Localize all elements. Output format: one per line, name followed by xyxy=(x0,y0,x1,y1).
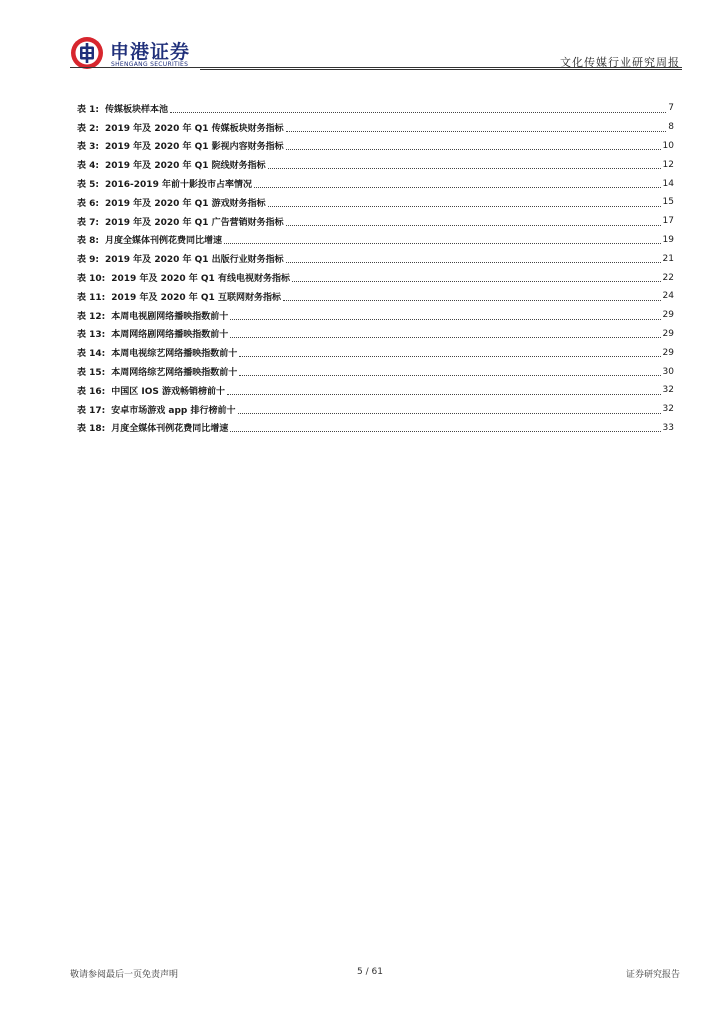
toc-entry-page-number: 24 xyxy=(662,291,674,302)
toc-entry-title: 安卓市场游戏 app 排行榜前十 xyxy=(111,405,236,416)
toc-dot-leader xyxy=(239,356,660,357)
toc-entry[interactable] xyxy=(77,249,674,268)
toc-entry-title: 2019 年及 2020 年 Q1 广告营销财务指标 xyxy=(105,217,284,228)
toc-entry-title: 中国区 IOS 游戏畅销榜前十 xyxy=(111,386,226,397)
page-number: 5 / 61 xyxy=(357,967,383,977)
toc-entry-title: 2019 年及 2020 年 Q1 出版行业财务指标 xyxy=(105,255,284,266)
toc-entry-page-number: 19 xyxy=(662,234,674,245)
toc-dot-leader xyxy=(170,112,666,113)
toc-entry-label: 表 15: xyxy=(77,368,106,379)
toc-entry-page-number: 33 xyxy=(662,422,674,433)
toc-entry[interactable] xyxy=(77,400,674,419)
toc-dot-leader xyxy=(268,168,661,169)
logo-english-name: SHENGANG SECURITIES xyxy=(111,61,189,68)
toc-entry[interactable] xyxy=(77,362,674,381)
toc-entry-title: 本周电视综艺网络播映指数前十 xyxy=(111,349,238,360)
toc-entry-page-number: 17 xyxy=(662,216,674,227)
toc-entry-label: 表 14: xyxy=(77,349,106,360)
toc-entry-label: 表 8: xyxy=(77,236,99,247)
toc-entry-title: 2016-2019 年前十影投市占率情况 xyxy=(105,180,252,191)
toc-entry-label: 表 7: xyxy=(77,217,99,228)
toc-entry-title: 2019 年及 2020 年 Q1 游戏财务指标 xyxy=(105,198,266,209)
toc-entry-page-number: 32 xyxy=(662,404,674,415)
toc-entry-title: 本周网络综艺网络播映指数前十 xyxy=(111,368,238,379)
toc-entry-label: 表 18: xyxy=(77,424,106,435)
toc-dot-leader xyxy=(227,394,661,395)
toc-entry-label: 表 2: xyxy=(77,123,99,134)
footer-disclaimer: 敬请参阅最后一页免责声明 xyxy=(70,970,179,980)
toc-entry[interactable] xyxy=(77,306,674,325)
report-type: 文化传媒行业研究周报 xyxy=(560,56,680,69)
toc-entry[interactable] xyxy=(77,343,674,362)
toc-entry-page-number: 30 xyxy=(662,366,674,377)
toc-entry-label: 表 12: xyxy=(77,311,106,322)
toc-entry-title: 本周网络剧网络播映指数前十 xyxy=(111,330,229,341)
toc-entry[interactable] xyxy=(77,155,674,174)
toc-entry-label: 表 4: xyxy=(77,161,99,172)
toc-entry-page-number: 8 xyxy=(668,122,674,133)
toc-entry-label: 表 16: xyxy=(77,386,106,397)
toc-entry-label: 表 3: xyxy=(77,142,99,153)
logo-chinese-name: 申港证券 xyxy=(110,41,191,63)
toc-entry[interactable] xyxy=(77,99,674,118)
toc-dot-leader xyxy=(224,243,661,244)
toc-entry[interactable] xyxy=(77,325,674,344)
toc-entry-title: 月度全媒体刊例花费同比增速 xyxy=(105,236,223,247)
toc-entry-label: 表 11: xyxy=(77,292,106,303)
toc-entry[interactable] xyxy=(77,174,674,193)
toc-dot-leader xyxy=(286,131,667,132)
toc-entry-page-number: 21 xyxy=(662,253,674,264)
toc-dot-leader xyxy=(254,187,661,188)
toc-dot-leader xyxy=(292,281,661,282)
toc-entry-label: 表 13: xyxy=(77,330,106,341)
toc-entry-page-number: 22 xyxy=(662,272,674,283)
toc-entry-title: 2019 年及 2020 年 Q1 传媒板块财务指标 xyxy=(105,123,284,134)
toc-entry-page-number: 7 xyxy=(668,103,674,114)
shengang-logo-icon xyxy=(70,36,104,70)
toc-entry-title: 2019 年及 2020 年 Q1 有线电视财务指标 xyxy=(111,274,290,285)
toc-entry-label: 表 17: xyxy=(77,405,106,416)
toc-entry-label: 表 1: xyxy=(77,104,99,115)
toc-entry-label: 表 5: xyxy=(77,180,99,191)
toc-dot-leader xyxy=(268,206,661,207)
toc-entry-page-number: 12 xyxy=(662,159,674,170)
toc-entry-label: 表 10: xyxy=(77,274,106,285)
toc-entry[interactable] xyxy=(77,118,674,137)
toc-entry[interactable] xyxy=(77,287,674,306)
toc-entry[interactable] xyxy=(77,212,674,231)
toc-entry[interactable] xyxy=(77,231,674,250)
toc-entry-page-number: 10 xyxy=(662,140,674,151)
toc-entry-page-number: 32 xyxy=(662,385,674,396)
page-header xyxy=(0,0,724,80)
toc-dot-leader xyxy=(286,225,661,226)
toc-entry-title: 传媒板块样本池 xyxy=(105,104,169,115)
toc-entry[interactable] xyxy=(77,268,674,287)
footer-report-label: 证券研究报告 xyxy=(625,970,680,980)
toc-dot-leader xyxy=(286,262,661,263)
toc-entry-title: 本周电视剧网络播映指数前十 xyxy=(111,311,229,322)
toc-entry-page-number: 29 xyxy=(662,328,674,339)
toc-entry[interactable] xyxy=(77,381,674,400)
toc-dot-leader xyxy=(230,319,660,320)
toc-dot-leader xyxy=(230,431,660,432)
toc-entry-title: 2019 年及 2020 年 Q1 互联网财务指标 xyxy=(111,292,281,303)
toc-entry-label: 表 6: xyxy=(77,198,99,209)
toc-entry-title: 月度全媒体刊例花费同比增速 xyxy=(111,424,229,435)
toc-entry-page-number: 14 xyxy=(662,178,674,189)
table-of-tables xyxy=(77,99,674,437)
toc-entry[interactable] xyxy=(77,137,674,156)
toc-dot-leader xyxy=(230,337,660,338)
toc-dot-leader xyxy=(286,149,661,150)
toc-entry-page-number: 15 xyxy=(662,197,674,208)
header-divider xyxy=(70,67,682,68)
header-divider-secondary xyxy=(200,69,682,70)
toc-entry-title: 2019 年及 2020 年 Q1 院线财务指标 xyxy=(105,161,266,172)
toc-dot-leader xyxy=(238,413,661,414)
toc-entry[interactable] xyxy=(77,193,674,212)
toc-entry[interactable] xyxy=(77,419,674,438)
toc-entry-label: 表 9: xyxy=(77,255,99,266)
toc-dot-leader xyxy=(283,300,661,301)
toc-dot-leader xyxy=(239,375,660,376)
toc-entry-page-number: 29 xyxy=(662,347,674,358)
toc-entry-page-number: 29 xyxy=(662,310,674,321)
toc-entry-title: 2019 年及 2020 年 Q1 影视内容财务指标 xyxy=(105,142,284,153)
